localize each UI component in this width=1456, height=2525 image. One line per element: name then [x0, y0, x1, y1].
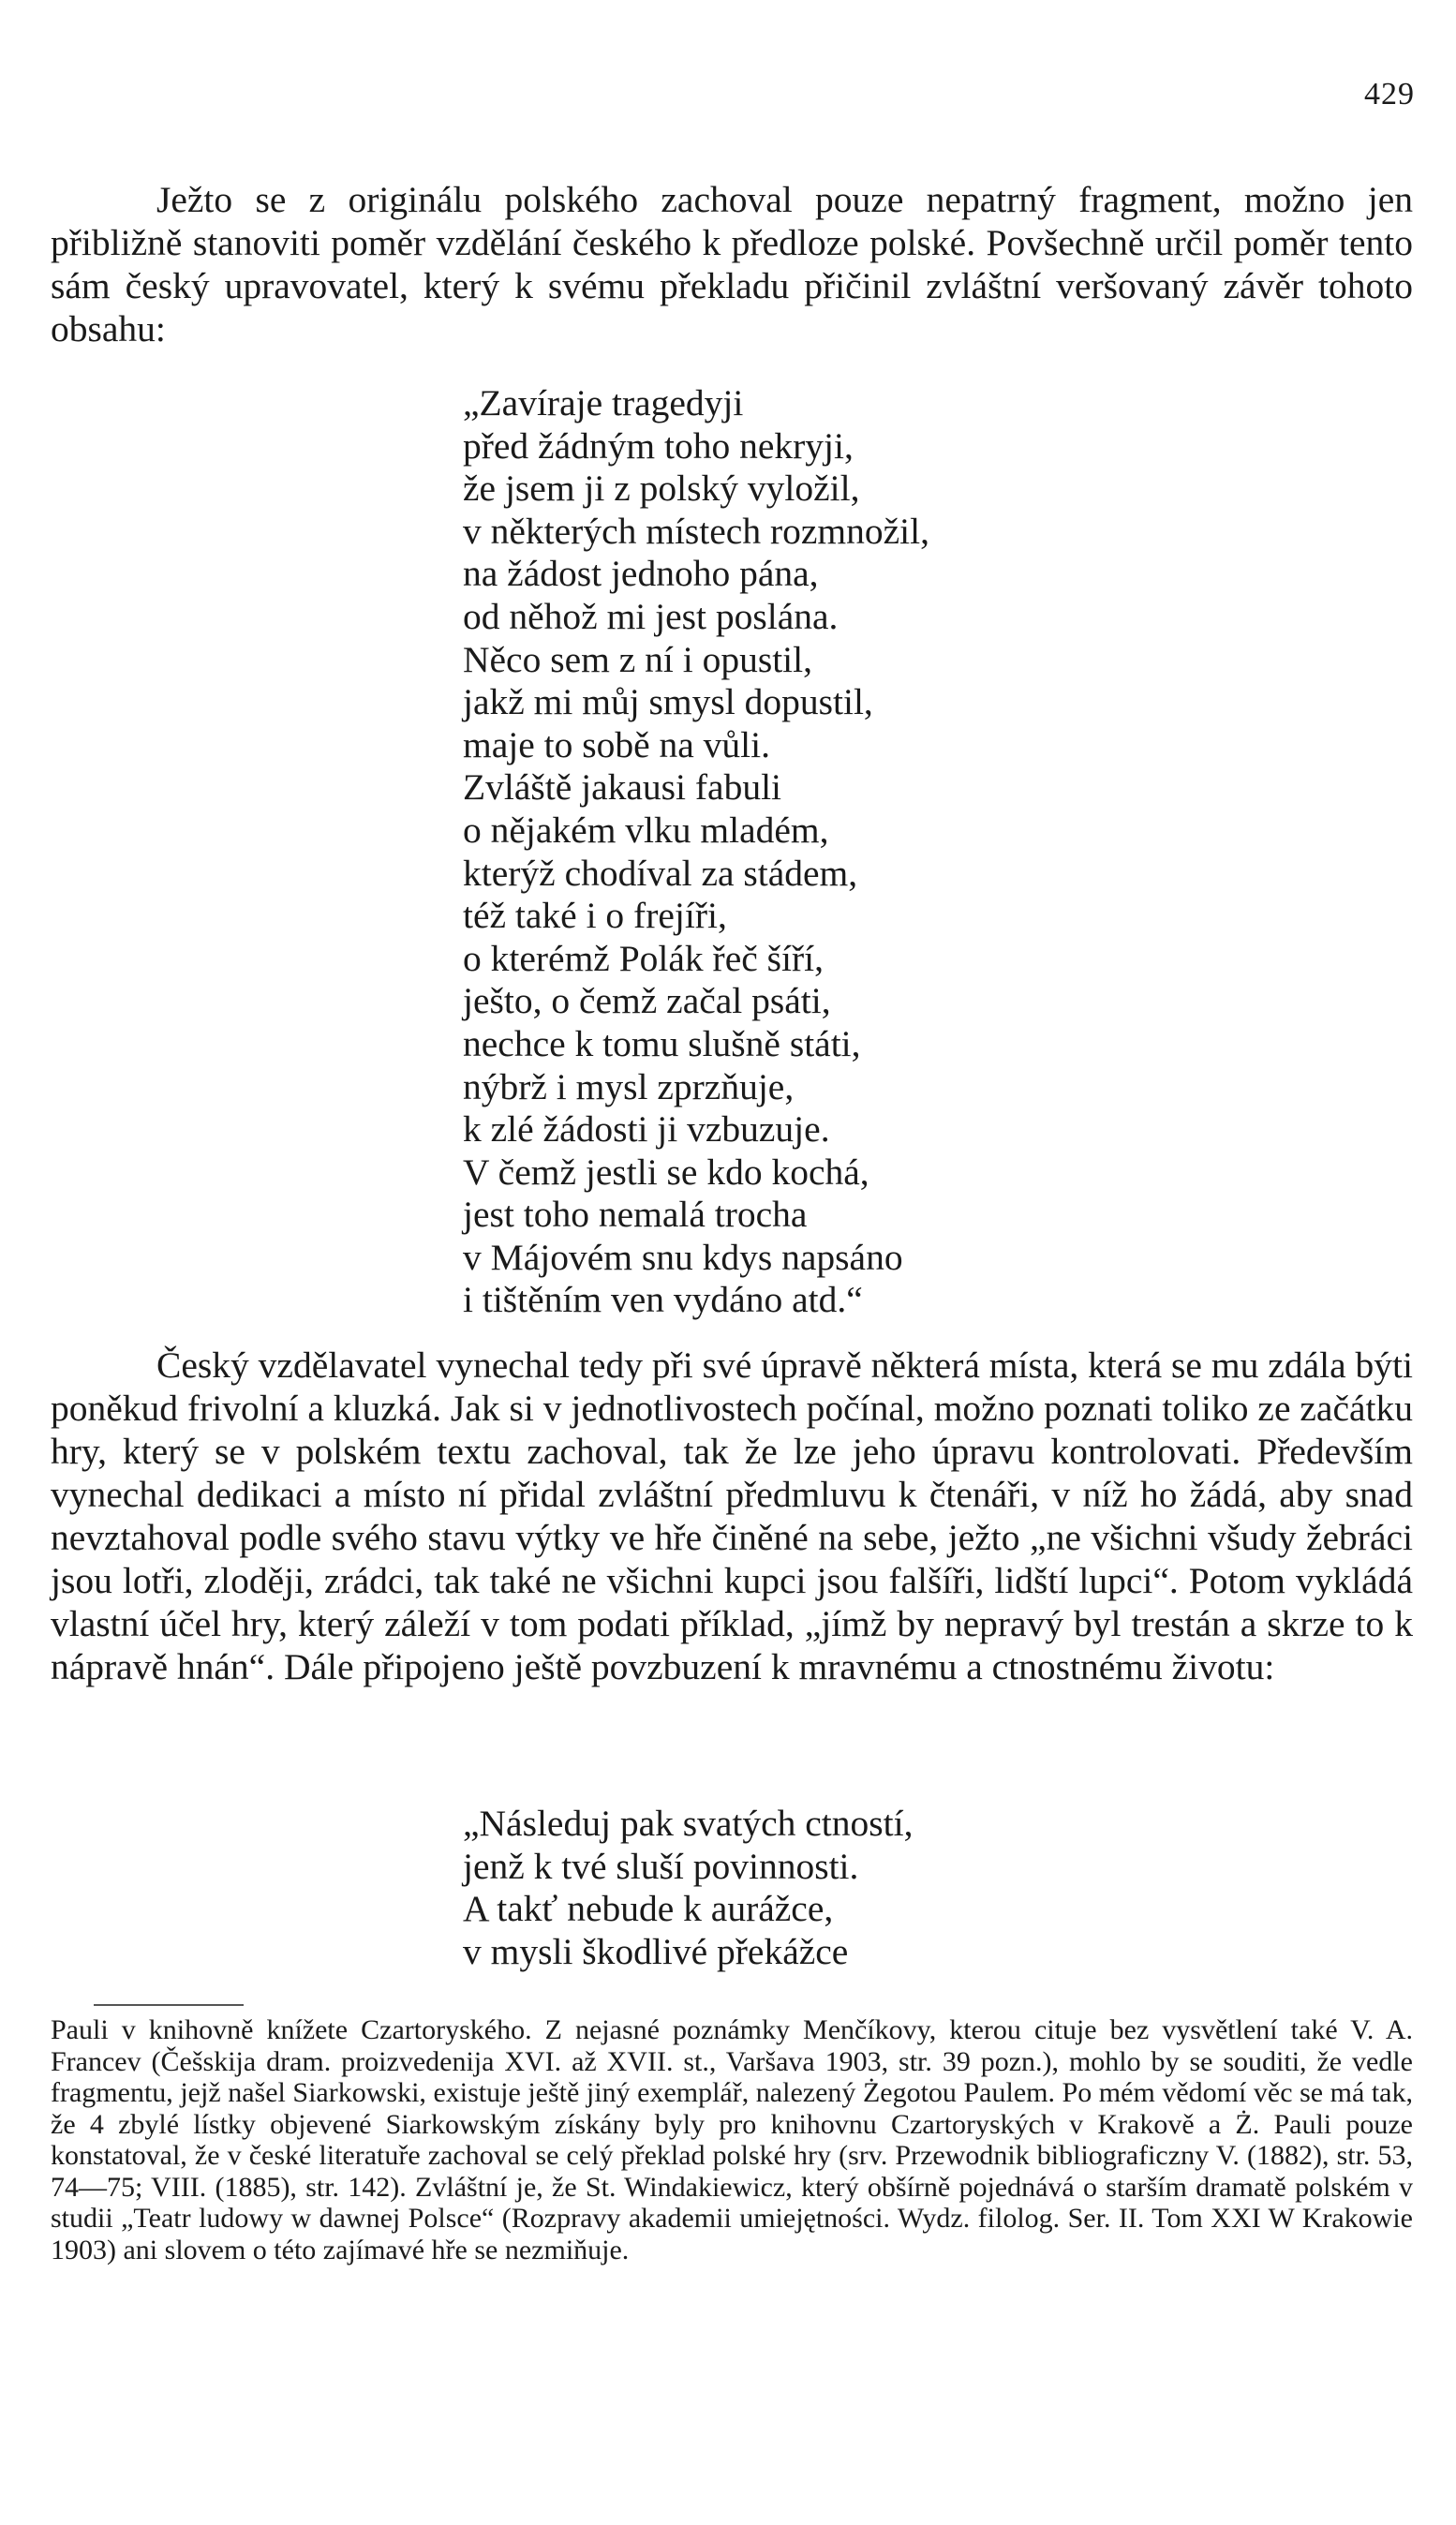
verse-line: kterýž chodíval za stádem,	[463, 852, 858, 894]
verse-line: jakž mi můj smysl dopustil,	[463, 681, 873, 723]
paragraph-intro	[51, 178, 1413, 350]
footnote	[51, 2014, 1413, 2265]
verse-line: v Májovém snu kdys napsáno	[463, 1236, 903, 1278]
paragraph-intro-text: Ježto se z originálu polského zachoval pouze nepatrný fragment, možno jen přibližně stanoviti poměr vzdělání českého k předloze polské. Povšechně určil poměr tento sám český upravovatel, který k svému překladu přičinil zvláštní veršovaný závěr tohoto obsahu:	[51, 179, 1413, 349]
verse-line: nýbrž i mysl zprzňuje,	[463, 1065, 795, 1107]
verse-line: Zvláště jakausi fabuli	[463, 766, 782, 809]
verse-line: též také i o frejíři,	[463, 895, 727, 937]
verse-line: i tištěním ven vydáno atd.“	[463, 1279, 863, 1321]
verse-line: k zlé žádosti ji vzbuzuje.	[463, 1108, 830, 1151]
verse-line: před žádným toho nekryji,	[463, 424, 854, 467]
verse-line: že jsem ji z polský vyložil,	[463, 468, 860, 510]
verse-line: Něco sem z ní i opustil,	[463, 638, 812, 680]
verse-epilogue	[463, 382, 929, 1322]
verse-exhortation	[463, 1803, 913, 1973]
verse-line: o kterémž Polák řeč šíří,	[463, 937, 824, 979]
verse-line: od něhož mi jest poslána.	[463, 595, 839, 637]
footnote-divider	[94, 2004, 244, 2006]
footnote-text: Pauli v knihovně knížete Czartoryského. Z nejasné poznámky Menčíkovy, kterou cituje bez vysvětlení také V. A. Francev (Češskija dram. proizvedenija XVI. až XVII. st., Varšava 1903, str. 39 pozn.), mohlo by se souditi, že vedle fragmentu, jejž našel Siarkowski, existuje ještě jiný exemplář, nalezený Żegotou Paulem. Po mém vědomí věc se má tak, že 4 zbylé lístky objevené Siarkowským získány byly pro knihovnu Czartoryských v Krakově a Ż. Pauli pouze konstatoval, že v české literatuře zachoval se celý překlad polské hry (srv. Przewodnik bibliograficzny V. (1882), str. 53, 74—75; VIII. (1885), str. 142). Zvláštní je, že St. Windakiewicz, který obšírně pojednává o starším dramatě polském v studii „Teatr ludowy w dawnej Polsce“ (Rozpravy akademii umiejętności. Wydz. filolog. Ser. II. Tom XXI W Krakowie 1903) ani slovem o této zajímavé hře se nezmiňuje.	[51, 2014, 1413, 2265]
verse-line: A takť nebude k aurážce,	[463, 1888, 834, 1930]
page-number: 429	[1364, 77, 1415, 111]
verse-line: V čemž jestli se kdo kochá,	[463, 1151, 869, 1193]
verse-line: o nějakém vlku mladém,	[463, 809, 829, 851]
verse-line: „Následuj pak svatých ctností,	[463, 1803, 914, 1844]
verse-line: maje to sobě na vůli.	[463, 723, 770, 765]
verse-line: jenž k tvé sluší povinnosti.	[463, 1845, 859, 1887]
paragraph-commentary	[51, 1344, 1413, 1688]
verse-line: na žádost jednoho pána,	[463, 553, 819, 595]
verse-line: v mysli škodlivé překážce	[463, 1930, 849, 1972]
verse-line: nechce k tomu slušně státi,	[463, 1022, 861, 1064]
verse-line: ješto, o čemž začal psáti,	[463, 980, 831, 1022]
paragraph-commentary-text: Český vzdělavatel vynechal tedy při své úpravě některá místa, která se mu zdála býti poněkud frivolní a kluzká. Jak si v jednotlivostech počínal, možno poznati toliko ze začátku hry, který se v polském textu zachoval, tak že lze jeho úpravu kontrolovati. Především vynechal dedikaci a místo ní přidal zvláštní předmluvu k čtenáři, v níž ho žádá, aby snad nevztahoval podle svého stavu výtky ve hře činěné na sebe, ježto „ne všichni všudy žebráci jsou lotři, zloději, zrádci, tak také ne všichni kupci jsou falšíři, lidští lupci“. Potom vykládá vlastní účel hry, který záleží v tom podati příklad, „jímž by nepravý byl trestán a skrze to k nápravě hnán“. Dále připojeno ještě povzbuzení k mravnému a ctnostnému životu:	[51, 1344, 1413, 1687]
verse-line: jest toho nemalá trocha	[463, 1194, 808, 1236]
verse-line: „Zavíraje tragedyji	[463, 382, 744, 423]
verse-line: v některých místech rozmnožil,	[463, 510, 929, 552]
